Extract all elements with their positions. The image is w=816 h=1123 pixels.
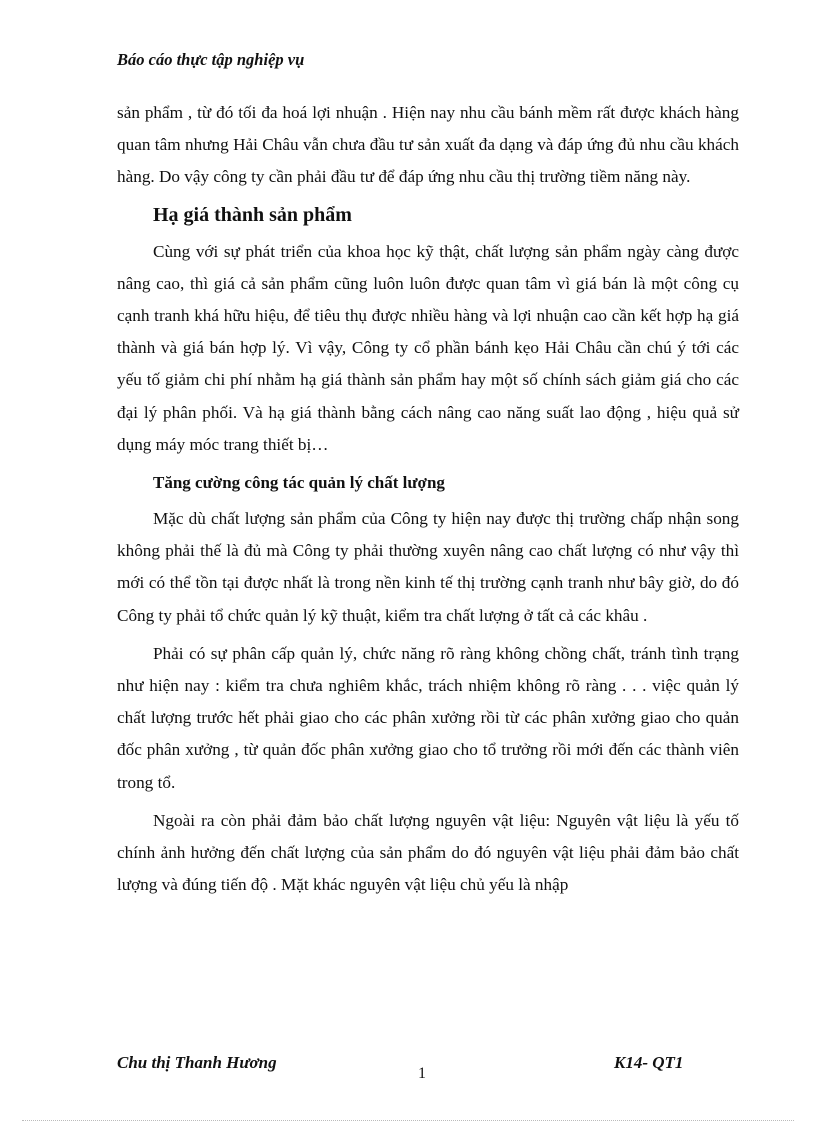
page-bottom-border [22,1120,794,1121]
running-header: Báo cáo thực tập nghiệp vụ [117,50,305,69]
footer-author: Chu thị Thanh Hương [117,1053,277,1072]
section-heading-quality: Tăng cường công tác quản lý chất lượng [153,473,445,493]
quality-paragraph-2: Phải có sự phân cấp quản lý, chức năng rõ ràng không chồng chất, tránh tình trạng như hiện nay : kiểm tra chưa nghiêm khắc, trách nhiệm không rõ ràng . . . việc quản lý chất lượng trước hết phải giao cho các phân xưởng rồi từ các phân xưởng giao cho quản đốc phân xưởng , từ quản đốc phân xưởng giao cho tổ trưởng rồi mới đến các thành viên trong tổ. [117,643,739,792]
intro-paragraph: sản phẩm , từ đó tối đa hoá lợi nhuận . Hiện nay nhu cầu bánh mềm rất được khách hàng quan tâm nhưng Hải Châu vẫn chưa đầu tư sản xuất đa dạng và đáp ứng đủ nhu cầu khách hàng. Do vậy công ty cần phải đầu tư để đáp ứng nhu cầu thị trường tiềm năng này. [117,103,739,187]
price-paragraph: Cùng với sự phát triển của khoa học kỹ thật, chất lượng sản phẩm ngày càng được nâng cao, thì giá cả sản phẩm cũng luôn luôn được quan tâm vì giá bán là một công cụ cạnh tranh khá hữu hiệu, để tiêu thụ được nhiều hàng và lợi nhuận cao cần kết hợp hạ giá thành và giá bán hợp lý. Vì vậy, Công ty cổ phần bánh kẹo Hải Châu cần chú ý tới các yếu tố giảm chi phí nhằm hạ giá thành sản phẩm hay một số chính sách giảm giá cho các đại lý phân phối. Và hạ giá thành bằng cách nâng cao năng suất lao động , hiệu quả sử dụng máy móc trang thiết bị… [117,241,739,454]
document-body [117,97,739,901]
quality-paragraph-1: Mặc dù chất lượng sản phẩm của Công ty hiện nay được thị trường chấp nhận song không phải thế là đủ mà Công ty phải thường xuyên nâng cao chất lượng có như vậy thì mới có thể tồn tại được nhất là trong nền kinh tế thị trường cạnh tranh như bây giờ, do đó Công ty phải tổ chức quản lý kỹ thuật, kiểm tra chất lượng ở tất cả các khâu . [117,509,739,625]
quality-paragraph-3: Ngoài ra còn phải đảm bảo chất lượng nguyên vật liệu: Nguyên vật liệu là yếu tố chính ảnh hưởng đến chất lượng của sản phẩm do đó nguyên vật liệu phải đảm bảo chất lượng và đúng tiến độ . Mặt khác nguyên vật liệu chủ yếu là nhập [117,810,739,895]
footer-class-code: K14- QT1 [614,1053,684,1072]
section-heading-price: Hạ giá thành sản phẩm [153,203,352,226]
page-number: 1 [418,1065,426,1082]
